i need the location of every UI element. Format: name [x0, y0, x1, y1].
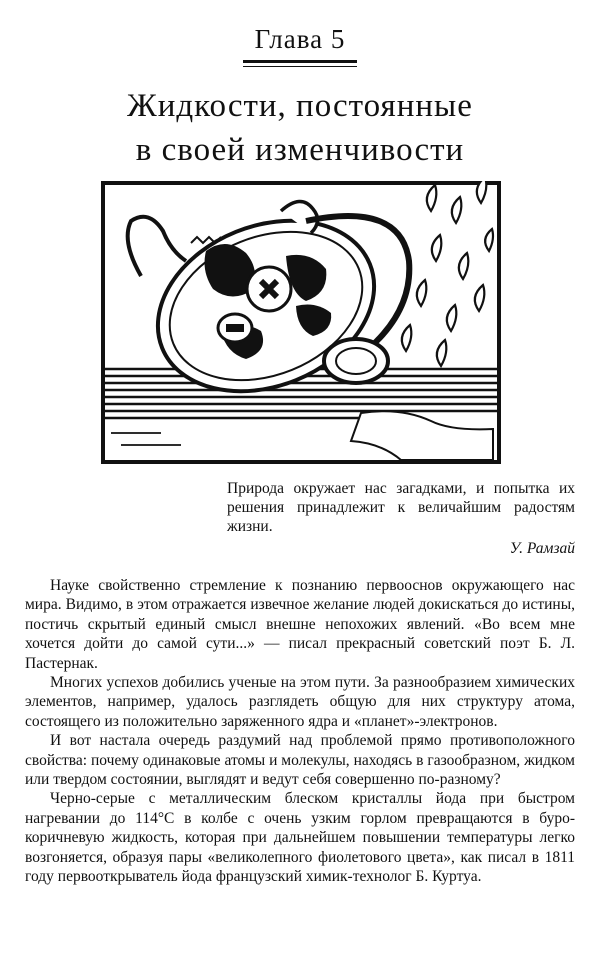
body-text — [25, 576, 575, 887]
chapter-title-line2: в своей изменчивости — [135, 132, 465, 168]
paragraph: Науке свойственно стремление к познанию первооснов окружающего нас мира. Видимо, в этом отражается извечное желание людей докискаться до истины, постичь скрытый единый смысл внешне непохожих явлений. «Во всем мне хочется дойти до самой сути...» — писал прекрасный советский поэт Б. Л. Пастернак. — [25, 577, 575, 672]
chapter-rule-thin — [243, 66, 357, 67]
paragraph: Многих успехов добились ученые на этом пути. За разнообразием химических элементов, например, удалось разглядеть общую для них структуру атома, состоящего из положительно заряженного ядра и «планет»-электронов. — [25, 674, 575, 730]
chapter-title-line1: Жидкости, постоянные — [127, 88, 473, 124]
chapter-label: Глава 5 — [254, 24, 346, 54]
paragraph: И вот настала очередь раздумий над проблемой прямо противоположного свойства: почему одинаковые атомы и молекулы, находясь в газообразном, жидком или твердом состоянии, выглядят и ведут себя совершенно по-разному? — [25, 732, 575, 789]
paragraph: Черно-серые с металлическим блеском кристаллы йода при быстром нагревании до 114°С в колбе с очень узким горлом превращаются в буро-коричневую жидкость, которая при дальнейшем повышении температуры легко возгоняется, образуя пары «великолепного фиолетового цвета», как писал в 1811 году первооткрыватель йода французский химик-технолог Б. Куртуа. — [25, 790, 575, 886]
chapter-title — [0, 84, 600, 172]
epigraph-author: У. Рамзай — [509, 540, 575, 557]
epigraph-text: Природа окружает нас загадками, и попытка их решения принадлежит к величайшим радостям жизни. — [227, 480, 575, 535]
jug-woodcut-illustration — [101, 181, 501, 464]
chapter-rule-thick — [243, 60, 357, 63]
